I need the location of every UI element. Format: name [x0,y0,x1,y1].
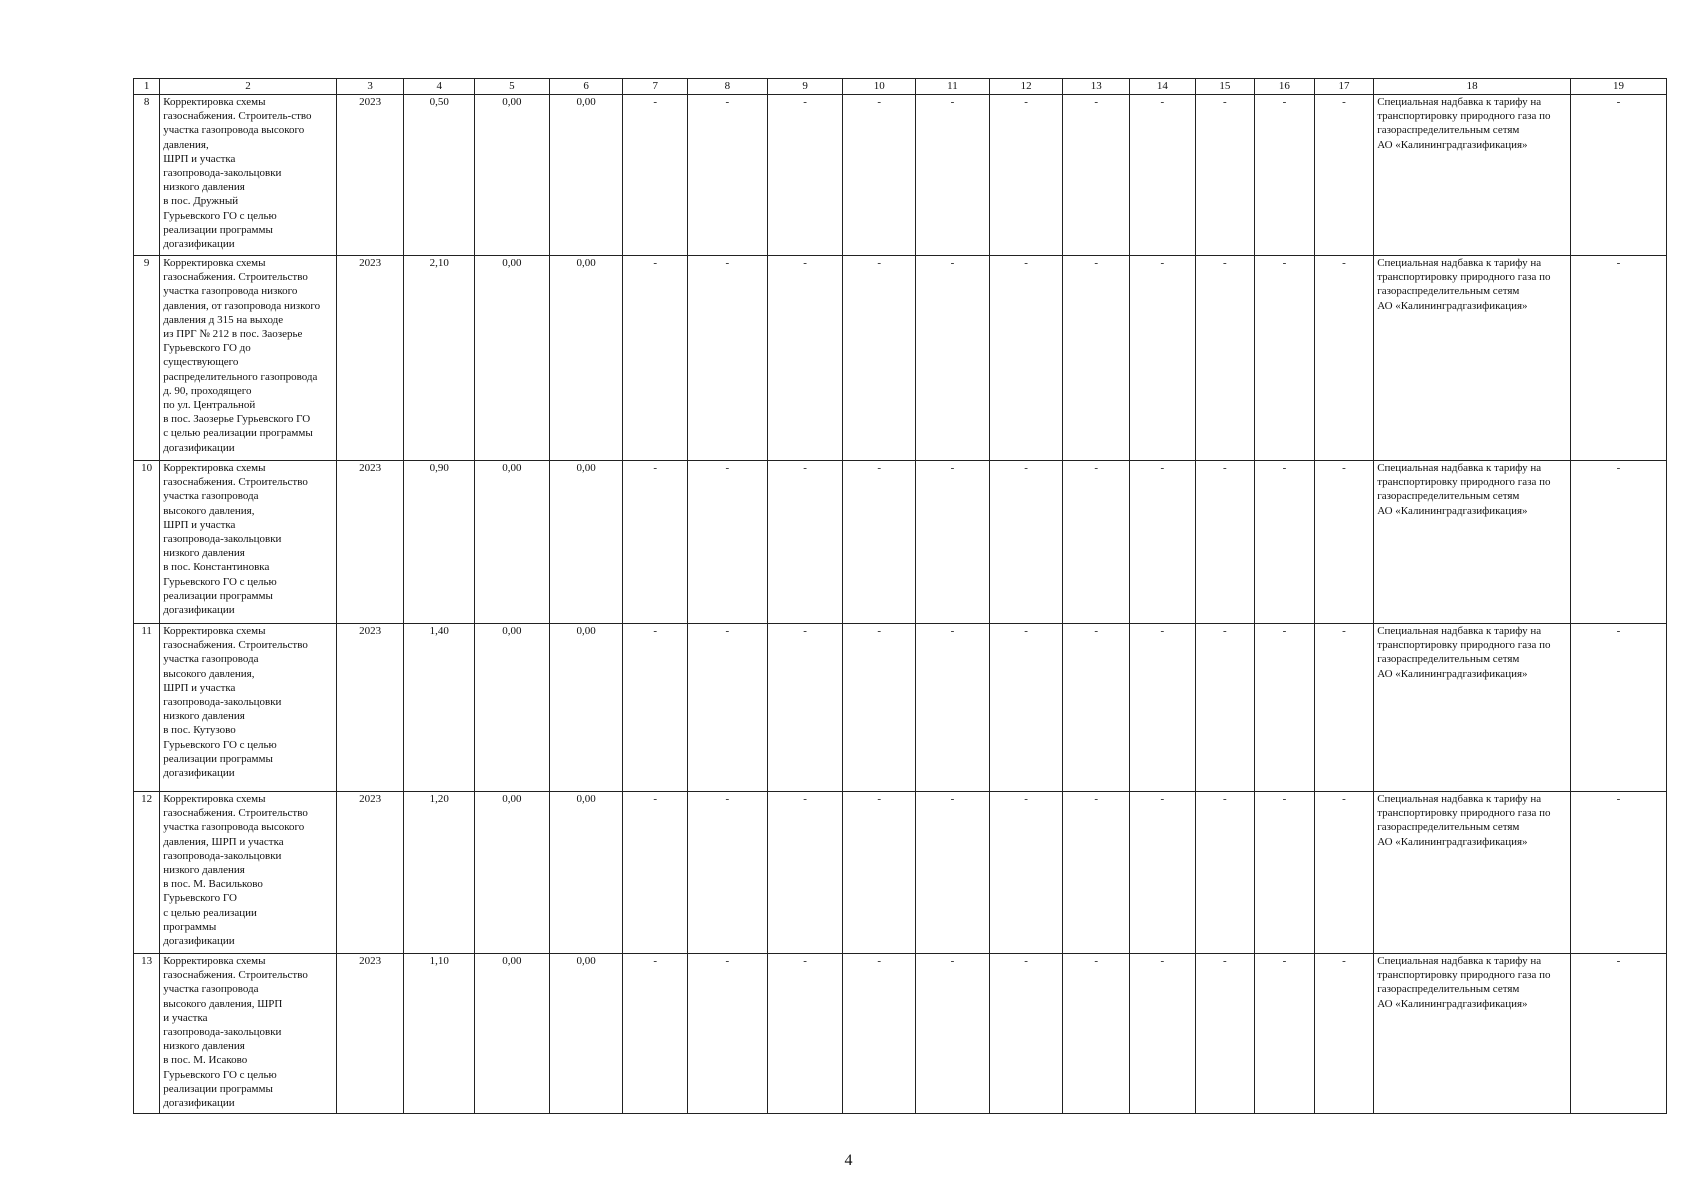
dash-cell: - [1314,792,1374,954]
dash-cell: - [1195,624,1255,792]
value-cell: 0,00 [475,95,550,256]
header-cell: 6 [549,79,623,95]
value-cell: 0,50 [404,95,475,256]
dash-cell: - [623,792,688,954]
header-cell: 10 [843,79,916,95]
dash-cell: - [916,624,990,792]
dash-cell: - [916,461,990,624]
header-cell: 17 [1314,79,1374,95]
value-cell: 0,00 [549,256,623,461]
table-row [134,95,1667,256]
dash-cell: - [1571,95,1667,256]
year-cell: 2023 [336,624,404,792]
row-number: 11 [134,624,160,792]
funding-source: Специальная надбавка к тарифу на транспортировку природного газа по газораспределительным сетям АО «Калининградгазификация» [1374,95,1571,256]
project-description: Корректировка схемы газоснабжения. Строительство участка газопровода высокого давления, ШРП и участка газопровода-закольцовки низкого давления в пос. Кутузово Гурьевского ГО с целью реализации программы догазификации [160,624,337,792]
project-description: Корректировка схемы газоснабжения. Строительство участка газопровода высокого давления, ШРП и участка газопровода-закольцовки низкого давления в пос. М. Васильково Гурьевского ГО с целью реализации программы догазификации [160,792,337,954]
header-cell: 7 [623,79,688,95]
dash-cell: - [1130,624,1196,792]
dash-cell: - [1130,792,1196,954]
dash-cell: - [843,95,916,256]
year-cell: 2023 [336,461,404,624]
dash-cell: - [1063,792,1130,954]
dash-cell: - [843,792,916,954]
dash-cell: - [1314,954,1374,1114]
dash-cell: - [688,461,768,624]
dash-cell: - [989,95,1063,256]
value-cell: 0,00 [549,624,623,792]
dash-cell: - [767,954,843,1114]
dash-cell: - [1063,256,1130,461]
project-description: Корректировка схемы газоснабжения. Строительство участка газопровода высокого давления, ШРП и участка газопровода-закольцовки низкого давления в пос. Константиновка Гурьевского ГО с целью реализации программы догазификации [160,461,337,624]
dash-cell: - [623,461,688,624]
row-number: 13 [134,954,160,1114]
row-number: 9 [134,256,160,461]
dash-cell: - [989,792,1063,954]
dash-cell: - [1314,95,1374,256]
dash-cell: - [1195,954,1255,1114]
header-cell: 3 [336,79,404,95]
project-description: Корректировка схемы газоснабжения. Строитель-ство участка газопровода высокого давления, ШРП и участка газопровода-закольцовки низкого давления в пос. Дружный Гурьевского ГО с целью реализации программы догазификации [160,95,337,256]
dash-cell: - [1130,256,1196,461]
dash-cell: - [623,256,688,461]
dash-cell: - [623,95,688,256]
header-cell: 8 [688,79,768,95]
year-cell: 2023 [336,954,404,1114]
dash-cell: - [1255,954,1315,1114]
dash-cell: - [767,256,843,461]
dash-cell: - [1063,624,1130,792]
dash-cell: - [1195,461,1255,624]
table-row [134,461,1667,624]
dash-cell: - [1571,624,1667,792]
dash-cell: - [1130,461,1196,624]
dash-cell: - [1571,954,1667,1114]
header-cell: 16 [1255,79,1315,95]
dash-cell: - [1314,624,1374,792]
dash-cell: - [688,624,768,792]
dash-cell: - [1571,256,1667,461]
header-cell: 4 [404,79,475,95]
value-cell: 1,20 [404,792,475,954]
header-cell: 5 [475,79,550,95]
dash-cell: - [1314,461,1374,624]
table-row [134,954,1667,1114]
value-cell: 2,10 [404,256,475,461]
value-cell: 0,00 [475,954,550,1114]
value-cell: 0,00 [549,954,623,1114]
value-cell: 0,00 [549,792,623,954]
dash-cell: - [767,792,843,954]
value-cell: 1,40 [404,624,475,792]
dash-cell: - [1255,461,1315,624]
header-cell: 2 [160,79,337,95]
table-row [134,256,1667,461]
dash-cell: - [1195,256,1255,461]
header-cell: 13 [1063,79,1130,95]
row-number: 10 [134,461,160,624]
dash-cell: - [623,624,688,792]
dash-cell: - [688,792,768,954]
dash-cell: - [1195,792,1255,954]
dash-cell: - [767,624,843,792]
row-number: 8 [134,95,160,256]
dash-cell: - [1255,95,1315,256]
dash-cell: - [989,954,1063,1114]
dash-cell: - [989,461,1063,624]
dash-cell: - [767,95,843,256]
header-cell: 1 [134,79,160,95]
value-cell: 0,90 [404,461,475,624]
dash-cell: - [916,95,990,256]
dash-cell: - [1063,954,1130,1114]
dash-cell: - [843,461,916,624]
dash-cell: - [1571,461,1667,624]
dash-cell: - [1130,95,1196,256]
dash-cell: - [1063,461,1130,624]
dash-cell: - [1255,792,1315,954]
dash-cell: - [688,954,768,1114]
dash-cell: - [1255,624,1315,792]
funding-source: Специальная надбавка к тарифу на транспортировку природного газа по газораспределительным сетям АО «Калининградгазификация» [1374,954,1571,1114]
year-cell: 2023 [336,792,404,954]
dash-cell: - [623,954,688,1114]
table-row [134,792,1667,954]
dash-cell: - [688,256,768,461]
dash-cell: - [1130,954,1196,1114]
page-number: 4 [844,1152,853,1169]
year-cell: 2023 [336,256,404,461]
dash-cell: - [916,792,990,954]
dash-cell: - [767,461,843,624]
header-cell: 19 [1571,79,1667,95]
dash-cell: - [1063,95,1130,256]
row-number: 12 [134,792,160,954]
project-description: Корректировка схемы газоснабжения. Строительство участка газопровода высокого давления, ШРП и участка газопровода-закольцовки низкого давления в пос. М. Исаково Гурьевского ГО с целью реализации программы догазификации [160,954,337,1114]
value-cell: 0,00 [475,792,550,954]
value-cell: 0,00 [549,461,623,624]
value-cell: 0,00 [475,461,550,624]
dash-cell: - [1571,792,1667,954]
value-cell: 1,10 [404,954,475,1114]
value-cell: 0,00 [475,624,550,792]
dash-cell: - [1195,95,1255,256]
table-row [134,624,1667,792]
dash-cell: - [916,954,990,1114]
header-cell: 9 [767,79,843,95]
dash-cell: - [1314,256,1374,461]
dash-cell: - [916,256,990,461]
value-cell: 0,00 [549,95,623,256]
funding-source: Специальная надбавка к тарифу на транспортировку природного газа по газораспределительным сетям АО «Калининградгазификация» [1374,792,1571,954]
header-row [134,79,1667,95]
dash-cell: - [1255,256,1315,461]
funding-source: Специальная надбавка к тарифу на транспортировку природного газа по газораспределительным сетям АО «Калининградгазификация» [1374,461,1571,624]
funding-source: Специальная надбавка к тарифу на транспортировку природного газа по газораспределительным сетям АО «Калининградгазификация» [1374,256,1571,461]
funding-source: Специальная надбавка к тарифу на транспортировку природного газа по газораспределительным сетям АО «Калининградгазификация» [1374,624,1571,792]
header-cell: 12 [989,79,1063,95]
dash-cell: - [688,95,768,256]
project-description: Корректировка схемы газоснабжения. Строительство участка газопровода низкого давления, от газопровода низкого давления д 315 на выходе из ПРГ № 212 в пос. Заозерье Гурьевского ГО до существующего распределительного газопровода д. 90, проходящего по ул. Центральной в пос. Заозерье Гурьевского ГО с целью реализации программы догазификации [160,256,337,461]
header-cell: 15 [1195,79,1255,95]
header-cell: 14 [1130,79,1196,95]
value-cell: 0,00 [475,256,550,461]
dash-cell: - [989,624,1063,792]
dash-cell: - [843,256,916,461]
year-cell: 2023 [336,95,404,256]
dash-cell: - [843,954,916,1114]
header-cell: 18 [1374,79,1571,95]
dash-cell: - [989,256,1063,461]
project-table [133,78,1667,1114]
header-cell: 11 [916,79,990,95]
dash-cell: - [843,624,916,792]
